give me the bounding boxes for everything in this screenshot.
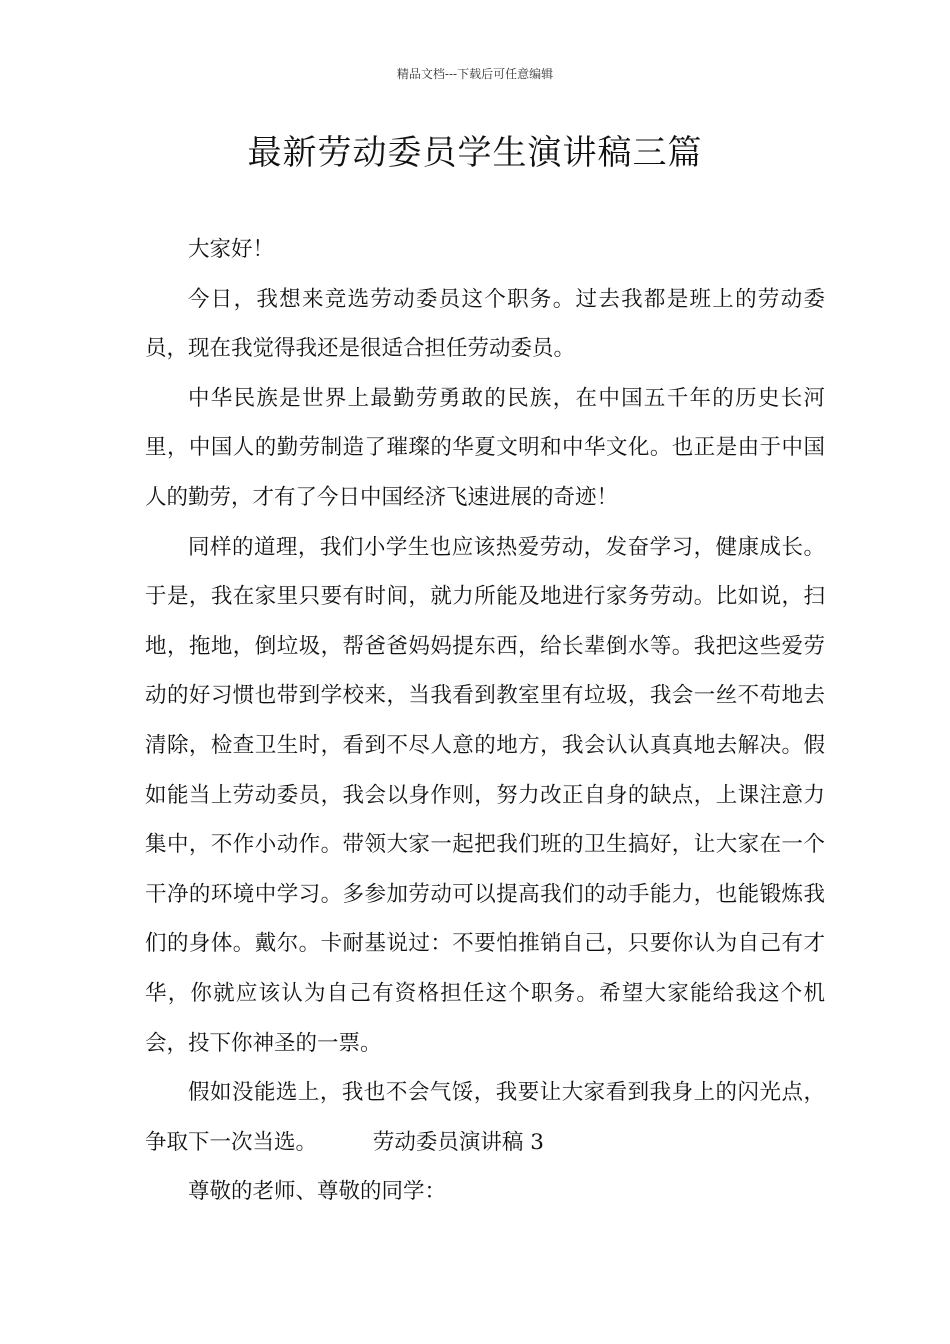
paragraph-1: 今日，我想来竞选劳动委员这个职务。过去我都是班上的劳动委员，现在我觉得我还是很适合担任劳动委员。 bbox=[145, 286, 825, 362]
document-title: 最新劳动委员学生演讲稿三篇 bbox=[247, 133, 703, 173]
paragraph-5: 尊敬的老师、尊敬的同学： bbox=[188, 1179, 447, 1205]
document-body bbox=[145, 225, 825, 1217]
paragraph-4-text: 假如没能选上，我也不会气馁，我要让大家看到我身上的闪光点，争取下一次当选。 bbox=[145, 1080, 825, 1155]
page-header-note: 精品文档---下载后可任意编辑 bbox=[396, 67, 554, 81]
paragraph-3: 同样的道理，我们小学生也应该热爱劳动，发奋学习，健康成长。于是，我在家里只要有时间，就力所能及地进行家务劳动。比如说，扫地，拖地，倒垃圾，帮爸爸妈妈提东西，给长辈倒水等。我把这些爱劳动的好习惯也带到学校来，当我看到教室里有垃圾，我会一丝不苟地去清除，检查卫生时，看到不尽人意的地方，我会认认真真地去解决。假如能当上劳动委员，我会以身作则，努力改正自身的缺点，上课注意力集中，不作小动作。带领大家一起把我们班的卫生搞好，让大家在一个干净的环境中学习。多参加劳动可以提高我们的动手能力，也能锻炼我们的身体。戴尔。卡耐基说过：不要怕推销自己，只要你认为自己有才华，你就应该认为自己有资格担任这个职务。希望大家能给我这个机会，投下你神圣的一票。 bbox=[145, 534, 825, 1056]
paragraph-4 bbox=[145, 1068, 825, 1167]
paragraph-greeting: 大家好！ bbox=[188, 237, 275, 262]
paragraph-2: 中华民族是世界上最勤劳勇敢的民族，在中国五千年的历史长河里，中国人的勤劳制造了璀璨的华夏文明和中华文化。也正是由于中国人的勤劳，才有了今日中国经济飞速进展的奇迹！ bbox=[145, 385, 825, 510]
section-heading-speech-3: 劳动委员演讲稿 3 bbox=[372, 1129, 544, 1155]
